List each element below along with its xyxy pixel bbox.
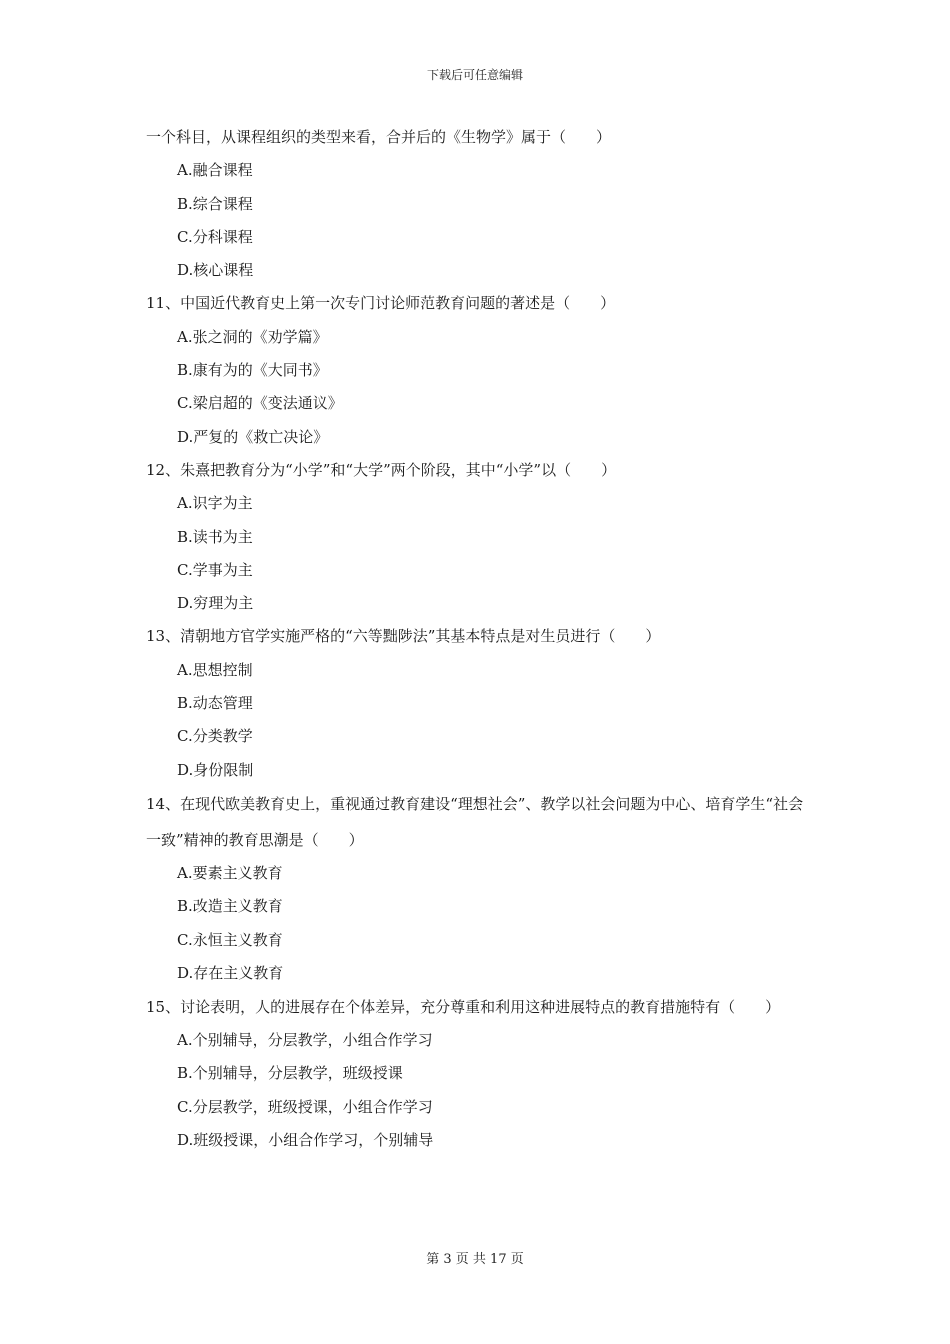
option-b: B.改造主义教育 — [177, 897, 283, 916]
option-d: D.核心课程 — [177, 261, 254, 280]
option-d: D.存在主义教育 — [177, 963, 284, 982]
question-intro-text: 一个科目，从课程组织的类型来看，合并后的《生物学》属于（ ） — [146, 128, 612, 146]
option-c: C.学事为主 — [177, 560, 253, 579]
option-b: B.个别辅导，分层教学，班级授课 — [177, 1064, 403, 1083]
question-15-text: 15、讨论表明，人的进展存在个体差异，充分尊重和利用这种进展特点的教育措施特有（ ） — [146, 998, 781, 1017]
option-c: C.分类教学 — [177, 727, 253, 746]
option-c: C.分层教学，班级授课，小组合作学习 — [177, 1097, 433, 1116]
option-c: C.永恒主义教育 — [177, 930, 283, 949]
question-11-text: 11、中国近代教育史上第一次专门讨论师范教育问题的著述是（ ） — [146, 294, 616, 313]
option-a: A.要素主义教育 — [177, 863, 283, 882]
option-d: D.穷理为主 — [177, 594, 254, 613]
option-a: A.张之洞的《劝学篇》 — [177, 327, 328, 346]
option-a: A.融合课程 — [177, 161, 253, 180]
question-14-text: 14、在现代欧美教育史上，重视通过教育建设“理想社会”、教学以社会问题为中心、培育学生“社会一致”精神的教育思潮是（ ） — [146, 794, 804, 849]
option-a: A.思想控制 — [177, 660, 253, 679]
question-12-text: 12、朱熹把教育分为“小学”和“大学”两个阶段，其中“小学”以（ ） — [146, 460, 617, 479]
option-c: C.分科课程 — [177, 227, 253, 246]
page-footer: 第 3 页 共 17 页 — [426, 1252, 524, 1267]
page-content — [146, 124, 816, 1160]
option-c: C.梁启超的《变法通议》 — [177, 394, 343, 413]
question-13-text: 13、清朝地方官学实施严格的“六等黜陟法”其基本特点是对生员进行（ ） — [146, 627, 661, 646]
option-a: A.识字为主 — [177, 494, 253, 513]
option-b: B.读书为主 — [177, 527, 253, 546]
page-header: 下载后可任意编辑 — [426, 68, 523, 82]
option-d: D.班级授课，小组合作学习，个别辅导 — [177, 1131, 434, 1150]
option-d: D.严复的《救亡决论》 — [177, 427, 329, 446]
option-a: A.个别辅导，分层教学，小组合作学习 — [177, 1031, 433, 1050]
option-b: B.综合课程 — [177, 194, 253, 213]
option-b: B.动态管理 — [177, 694, 253, 713]
option-b: B.康有为的《大同书》 — [177, 361, 328, 380]
option-d: D.身份限制 — [177, 760, 254, 779]
